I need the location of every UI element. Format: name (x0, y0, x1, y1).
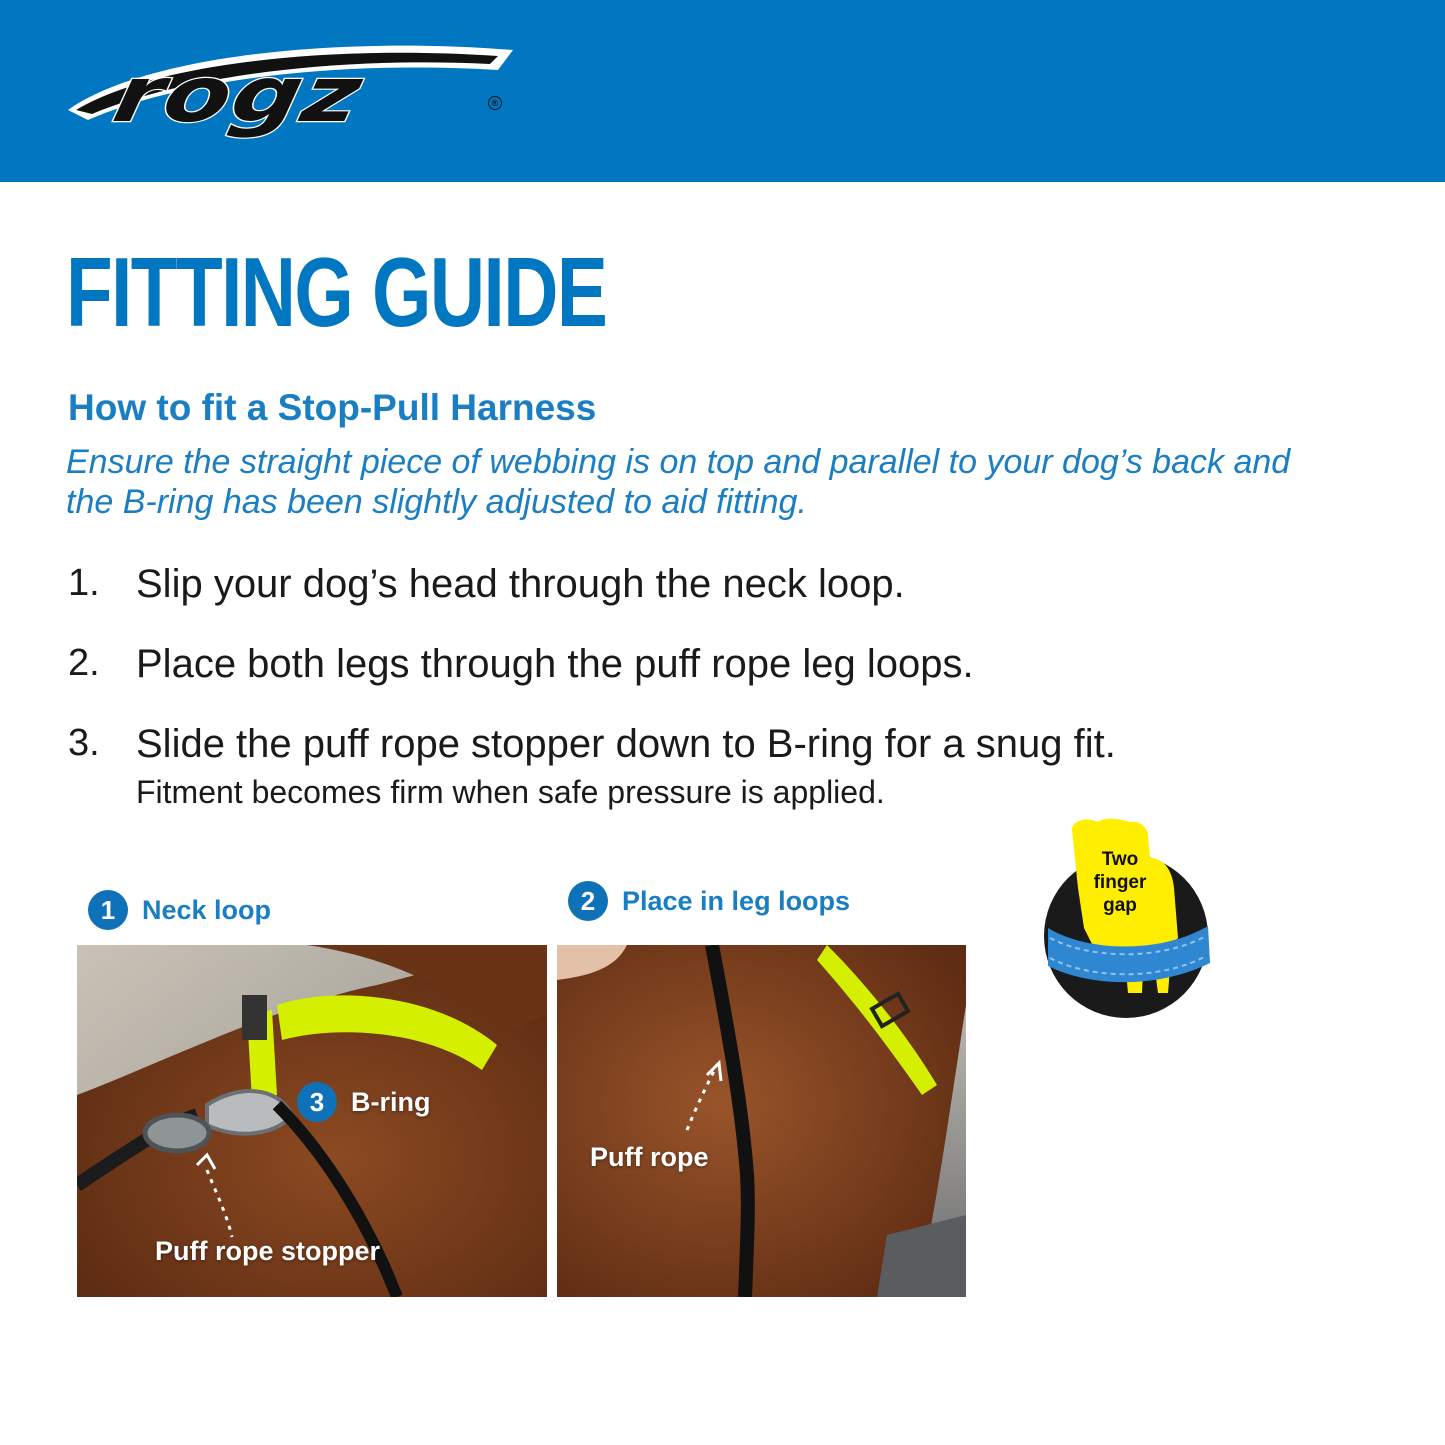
figure-2-label (568, 881, 850, 921)
step-number: 1. (68, 562, 100, 604)
step-badge: 2 (568, 881, 608, 921)
gap-line: gap (1103, 895, 1137, 916)
section-subtitle: How to fit a Stop-Pull Harness (68, 387, 597, 428)
step-number: 2. (68, 642, 100, 684)
gap-icon-text (1084, 848, 1156, 917)
trademark-mark: ® (488, 96, 502, 110)
step-badge: 3 (297, 1082, 337, 1122)
step-text: Slip your dog’s head through the neck loop. (136, 562, 905, 606)
step-text: Place both legs through the puff rope leg loops. (136, 642, 974, 686)
header-banner (0, 0, 1445, 182)
figure-label-text: Neck loop (142, 894, 272, 925)
step-text: Slide the puff rope stopper down to B-ring for a snug fit. (136, 722, 1116, 766)
step-item (68, 556, 1368, 636)
figure-1-label (88, 890, 271, 930)
step-item (68, 636, 1368, 716)
gap-line: finger (1093, 872, 1147, 893)
leg-loop-photo (557, 945, 966, 1297)
figure-label-text: Place in leg loops (622, 885, 851, 916)
stopper-callout: Puff rope stopper (155, 1236, 381, 1266)
step-number: 3. (68, 722, 100, 764)
callout-text: B-ring (351, 1086, 431, 1117)
gap-line: Two (1101, 849, 1139, 870)
b-ring-callout (297, 1082, 430, 1122)
steps-list (68, 556, 1368, 796)
puff-rope-callout: Puff rope (590, 1142, 709, 1172)
step-note: Fitment becomes firm when safe pressure is applied. (136, 774, 885, 810)
page-title: FITTING GUIDE (66, 237, 607, 347)
step-badge: 1 (88, 890, 128, 930)
logo-wordmark: rogz (106, 49, 372, 140)
rogz-logo[interactable] (58, 40, 518, 140)
intro-text: Ensure the straight piece of webbing is on top and parallel to your dog’s back and the B-ring has been slightly adjusted to aid fitting. (66, 443, 1291, 521)
